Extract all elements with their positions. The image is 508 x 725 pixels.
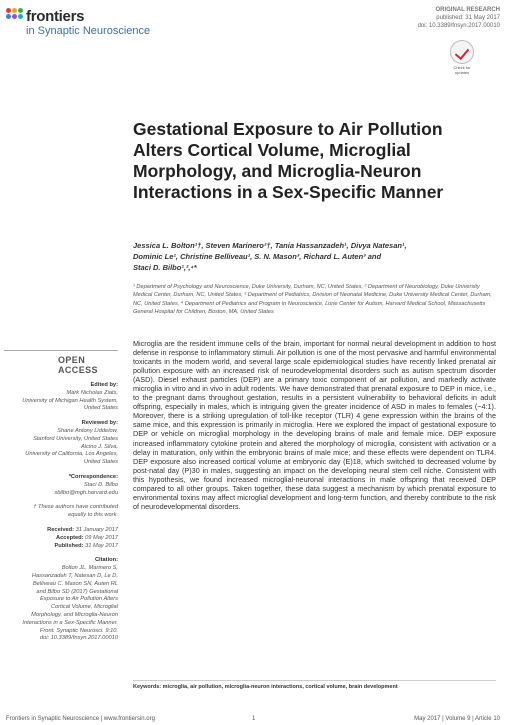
- keywords-list: microglia, air pollution, microglia-neuron interactions, cortical volume, brain development: [162, 684, 398, 690]
- reviewer-line: University of California, Los Angeles,: [25, 451, 118, 458]
- authors-line: Dominic Le¹, Christine Belliveau¹, S. N. Mason³, Richard L. Auten³ and: [133, 252, 382, 261]
- note-line: equally to this work.: [68, 512, 118, 519]
- dates-block: [4, 527, 118, 550]
- check-for-updates-button[interactable]: [450, 40, 474, 75]
- accepted-date: 09 May 2017: [85, 534, 118, 541]
- doi-link[interactable]: doi: 10.3389/fnsyn.2017.00010: [417, 23, 500, 29]
- citation-line: Hassanzadeh T, Natesan D, Le D,: [31, 572, 118, 579]
- footer-journal[interactable]: Frontiers in Synaptic Neuroscience | www.frontiersin.org: [6, 716, 155, 722]
- citation-line: Belliveau C, Mason SN, Auten RL: [32, 580, 118, 587]
- reviewed-by-block: [4, 420, 118, 467]
- published-label: Published:: [54, 542, 84, 549]
- accepted-row: [4, 535, 118, 543]
- check-updates-label: Check for updates: [453, 65, 471, 75]
- editor-line: United States: [83, 405, 118, 412]
- article-sidebar: [4, 350, 118, 643]
- reviewed-by-label: Reviewed by:: [81, 420, 118, 427]
- received-row: [4, 527, 118, 535]
- reviewer-line: United States: [83, 459, 118, 466]
- citation-block: [4, 557, 118, 643]
- affiliations: ¹ Department of Psychology and Neuroscience, Duke University, Durham, NC, United States, ² Department of Neurobiology, Duke University Medical Center, Durham, NC, United States, ³ Department of Pediatrics, Division of Neonatal Medicine, Duke University Medical Center, Durham, NC, United States, ⁴ Department of Pediatrics and Program in Neuroscience, Lurie Center for Autism, Harvard Medical School, Massachusetts General Hospital for Children, Boston, MA, United States: [133, 284, 492, 315]
- journal-brand: frontiers: [26, 8, 85, 25]
- published-date-sidebar: 31 May 2017: [85, 542, 118, 549]
- edited-by-block: [4, 382, 118, 413]
- article-type: ORIGINAL RESEARCH: [435, 7, 500, 13]
- reviewer-line: Shane Antony Liddelow,: [57, 427, 118, 434]
- keywords-label: Keywords:: [133, 684, 162, 690]
- editor-line: Mark Nicholas Ziats,: [66, 389, 118, 396]
- journal-name: in Synaptic Neuroscience: [26, 25, 151, 37]
- keywords: [133, 680, 496, 690]
- article-title: Gestational Exposure to Air Pollution Alters Cortical Volume, Microglial Morphology, and Microglia-Neuron Interactions in a Sex-Specific Manner: [133, 119, 444, 202]
- citation-line: Cortical Volume, Microglial: [50, 604, 118, 611]
- citation-line: Exposure to Air Pollution Alters: [40, 596, 118, 603]
- citation-line: and Bilbo SD (2017) Gestational: [36, 588, 118, 595]
- page-number: 1: [252, 716, 256, 722]
- published-row: [4, 543, 118, 551]
- note-line: † These authors have contributed: [33, 504, 118, 511]
- article-meta: [418, 6, 500, 30]
- received-label: Received:: [47, 526, 75, 533]
- reviewer-line: Stanford University, United States: [33, 435, 118, 442]
- citation-line: Morphology, and Microglia-Neuron: [31, 611, 118, 618]
- citation-line: doi: 10.3389/fnsyn.2017.00010: [39, 635, 118, 642]
- citation-line: Front. Synaptic Neurosci. 9:10.: [39, 627, 118, 634]
- open-access-label: OPEN ACCESS: [4, 350, 118, 375]
- citation-label: Citation:: [94, 557, 118, 564]
- accepted-label: Accepted:: [56, 534, 84, 541]
- editor-line: University of Michigan Health System,: [22, 397, 118, 404]
- received-date: 31 January 2017: [75, 526, 118, 533]
- author-list: [133, 240, 493, 273]
- correspondence-label: *Correspondence:: [68, 473, 118, 480]
- journal-logo[interactable]: [6, 8, 151, 48]
- correspondence-email[interactable]: sbilbo@mgh.harvard.edu: [54, 489, 118, 496]
- citation-line: Bolton JL, Marinero S,: [61, 565, 118, 572]
- correspondence-block: [4, 474, 118, 497]
- reviewer-line: Alcino J. Silva,: [81, 443, 118, 450]
- edited-by-label: Edited by:: [90, 382, 118, 388]
- published-date: published: 31 May 2017: [436, 15, 500, 21]
- correspondence-name: Staci D. Bilbo: [83, 481, 118, 488]
- authors-line: Jessica L. Bolton¹†, Steven Marinero²†, Tania Hassanzadeh¹, Divya Natesan¹,: [133, 241, 407, 250]
- citation-line: Interactions in a Sex-Specific Manner.: [22, 619, 118, 626]
- abstract-text: Microglia are the resident immune cells of the brain, important for normal neural development in addition to host defense in response to inflammatory stimuli. Air pollution is one of the most pervasive and harmful environmental toxicants in the modern world, and several large scale epidemiological studies have recently linked prenatal air pollution exposure with an increased risk of neurodevelopmental disorders such as autism spectrum disorder (ASD). Diesel exhaust particles (DEP) are a primary toxic component of air pollution, and markedly activate microglia in vitro and in vivo in adult rodents. We have demonstrated that prenatal exposure to DEP in mice, i.e., to the pregnant dams throughout gestation, results in a persistent vulnerability to behavioral deficits in adult offspring, especially in males, which is intriguing given the greater incidence of ASD in males to females (~4:1). Moreover, there is a striking upregulation of toll-like receptor (TLR) 4 gene expression within the brains of the same mice, and this expression is primarily in microglia. Here we explored the impact of gestational exposure to DEP or vehicle on microglial morphology in the developing brains of male and female mice. DEP exposure increased inflammatory cytokine protein and altered the morphology of microglia, consistent with activation or a delay in maturation, only within the embryonic brains of male mice; and these effects were dependent on TLR4. DEP exposure also increased cortical volume at embryonic day (E)18, which switched to decreased volume by post-natal day (P)30 in males, suggesting an impact on the developing neural stem cell niche. Consistent with this hypothesis, we found increased microglial-neuronal interactions in male offspring that received DEP compared to all other groups. Taken together, these data suggest a mechanism by which prenatal exposure to environmental toxins may affect microglial development and long-term function, and thereby contribute to the risk of neurodevelopmental disorders.: [133, 339, 496, 511]
- equal-contribution-note: [4, 504, 118, 520]
- footer-issue: May 2017 | Volume 9 | Article 10: [414, 716, 500, 722]
- check-updates-icon: [450, 40, 474, 64]
- authors-line: Staci D. Bilbo¹,²,⁴*: [133, 263, 197, 272]
- frontiers-logo-icon: [6, 8, 24, 26]
